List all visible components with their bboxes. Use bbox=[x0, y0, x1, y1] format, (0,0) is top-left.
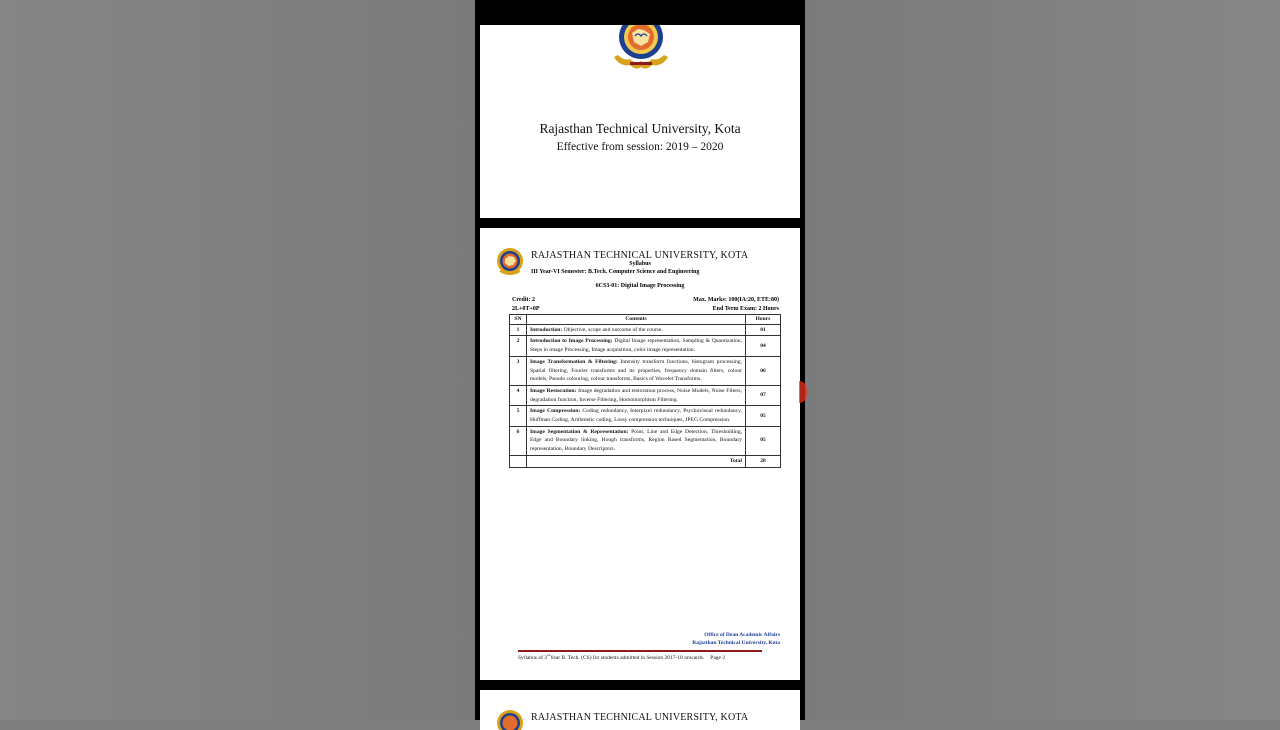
document-page-cover bbox=[480, 25, 800, 218]
row-topic: Image Transformation & Filtering: bbox=[530, 359, 618, 365]
max-marks-label: Max. Marks: 100(IA:20, ETE:80) bbox=[693, 297, 779, 303]
row-contents bbox=[527, 324, 746, 336]
row-sn: 2 bbox=[510, 336, 527, 356]
total-label: Total bbox=[527, 455, 746, 467]
table-row bbox=[510, 356, 781, 385]
credit-label: Credit: 2 bbox=[512, 297, 535, 303]
row-hours: 04 bbox=[746, 336, 781, 356]
end-term-exam-label: End Term Exam: 2 Hours bbox=[713, 306, 779, 312]
row-sn: 4 bbox=[510, 385, 527, 405]
office-stamp-line1: Office of Dean Academic Affairs bbox=[692, 632, 780, 640]
row-text: Point, Line and Edge Detection, Thresholding, Edge and Boundary linking, Hough transforms, Region Based Segmentation, Boundary representation, Boundary Descriptors. bbox=[530, 429, 742, 452]
syllabus-heading: Syllabus bbox=[480, 261, 800, 267]
row-hours: 01 bbox=[746, 324, 781, 336]
row-topic: Introduction: bbox=[530, 327, 562, 333]
syllabus-university-title: RAJASTHAN TECHNICAL UNIVERSITY, KOTA bbox=[531, 250, 748, 261]
footer-text-post: Year B. Tech. (CS) for students admitted in Session 2017-18 onwards. bbox=[550, 655, 704, 661]
row-text: Image degradation and restoration process, Noise Models, Noise Filters, degradation function, Inverse Filtering, Homomorphism Filtering. bbox=[530, 388, 742, 403]
column-header-sn: SN bbox=[510, 315, 527, 325]
row-contents bbox=[527, 406, 746, 426]
row-contents bbox=[527, 426, 746, 455]
document-page-syllabus bbox=[480, 228, 800, 680]
office-stamp-line2: Rajasthan Technical University, Kota bbox=[692, 640, 780, 648]
total-sn-cell bbox=[510, 455, 527, 467]
document-page-next bbox=[480, 690, 800, 730]
table-row bbox=[510, 426, 781, 455]
row-topic: Image Compression: bbox=[530, 408, 580, 414]
cover-university-title: Rajasthan Technical University, Kota bbox=[480, 121, 800, 137]
course-title: 6CS3-01: Digital Image Processing bbox=[480, 283, 800, 289]
semester-line: III Year-VI Semester: B.Tech. Computer Science and Engineering bbox=[531, 269, 699, 275]
row-text: Intensity transform functions, histogram processing, Spatial filtering, Fourier transforms and its properties, frequency domain filters, colour models, Pseudo colouring, colour transforms, Basics of Wavelet Transforms. bbox=[530, 359, 742, 382]
row-hours: 05 bbox=[746, 406, 781, 426]
footer-text-pre: Syllabus of 3 bbox=[518, 655, 547, 661]
table-header-row bbox=[510, 315, 781, 325]
page-number: Page 2 bbox=[710, 655, 725, 661]
row-hours: 05 bbox=[746, 426, 781, 455]
row-topic: Image Segmentation & Representation: bbox=[530, 429, 628, 435]
syllabus-table bbox=[509, 314, 781, 468]
row-text: Objective, scope and outcome of the course. bbox=[564, 327, 663, 333]
ltp-label: 2L+0T+0P bbox=[512, 306, 540, 312]
left-blur-background bbox=[0, 0, 475, 720]
footer-ordinal: rd bbox=[547, 653, 550, 657]
next-page-university-title: RAJASTHAN TECHNICAL UNIVERSITY, KOTA bbox=[531, 712, 748, 723]
table-row bbox=[510, 324, 781, 336]
row-sn: 6 bbox=[510, 426, 527, 455]
table-row bbox=[510, 336, 781, 356]
total-row bbox=[510, 455, 781, 467]
page-footer bbox=[518, 653, 725, 661]
column-header-hours: Hours bbox=[746, 315, 781, 325]
row-text: Coding redundancy, Interpixel redundancy, Psychovisual redundancy, Huffman Coding, Arithmetic coding, Lossy compression techniques, JPEG Compression. bbox=[530, 408, 742, 423]
row-hours: 06 bbox=[746, 356, 781, 385]
cover-session-text: Effective from session: 2019 – 2020 bbox=[480, 141, 800, 153]
row-sn: 3 bbox=[510, 356, 527, 385]
row-contents bbox=[527, 336, 746, 356]
university-seal-icon bbox=[608, 25, 674, 71]
column-header-contents: Contents bbox=[527, 315, 746, 325]
row-contents bbox=[527, 385, 746, 405]
footer-divider bbox=[518, 650, 762, 652]
table-row bbox=[510, 406, 781, 426]
row-contents bbox=[527, 356, 746, 385]
row-sn: 1 bbox=[510, 324, 527, 336]
right-blur-background bbox=[805, 0, 1280, 720]
table-row bbox=[510, 385, 781, 405]
office-stamp bbox=[692, 632, 780, 647]
row-sn: 5 bbox=[510, 406, 527, 426]
total-hours: 28 bbox=[746, 455, 781, 467]
row-text: Digital Image representation, Sampling & Quantization, Steps in image Processing, Image acquisition, color image representation. bbox=[530, 338, 742, 353]
row-hours: 07 bbox=[746, 385, 781, 405]
row-topic: Image Restoration: bbox=[530, 388, 576, 394]
row-topic: Introduction to Image Processing: bbox=[530, 338, 613, 344]
